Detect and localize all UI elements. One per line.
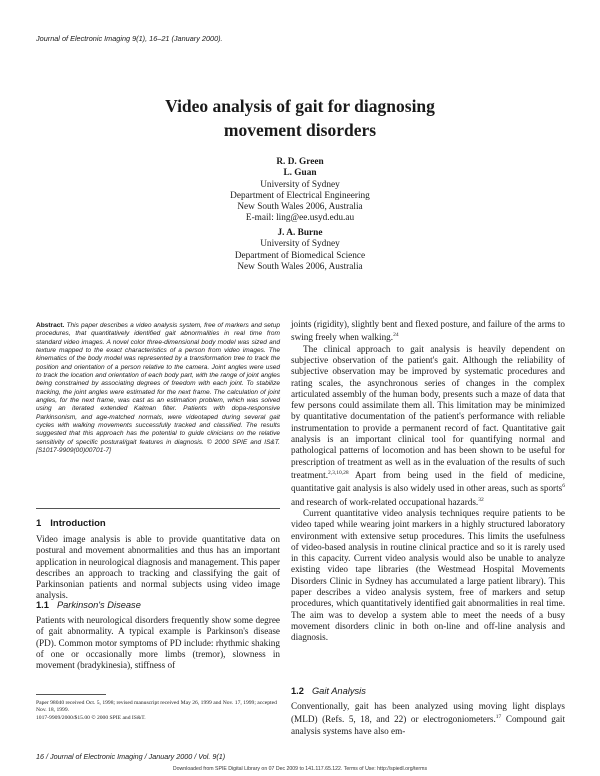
paragraph: [291, 344, 565, 508]
affiliation-line: New South Wales 2006, Australia: [237, 202, 363, 213]
paragraph-text: and research of work-related occupational hazards.: [291, 496, 479, 507]
footnote-copyright: 1017-9909/2000/$15.00 © 2000 SPIE and IS&T.: [36, 714, 146, 721]
abstract-text: This paper describes a video analysis system, free of markers and setup procedures, that quantitatively identified gait abnormalities in real time from standard video images. A novel color three-dimensional body model was sized and texture mapped to the exact characteristics of a person from video images. The kinematics of the body model was represented by a transformation tree to track the position and orientation of a person relative to the camera. Joint angles were used to track the location and orientation of each body part, with the range of joint angles being constrained by associating degrees of freedom with each joint. To stabilize tracking, the joint angles were estimated for the next frame. The calculation of joint angles, for the next frame, was cast as an estimation problem, which was solved using an iterated extended Kalman filter. Patients with dopa-responsive Parkinsonism, and age-matched normals, were videotaped during several gait cycles with walking movements successfully tracked and classified. The results suggested that this approach has the potential to guide clinicians on the relative sensitivity of specific postural/gait features in diagnosis. © 2000 SPIE and IS&T. [S1017-9909(00)00701-7]: [36, 322, 280, 455]
paragraph-text: Apart from being used in the field of medicine, quantitative gait analysis is also widely used in other areas, such as sports: [291, 469, 565, 494]
subsection-number: 1.1: [36, 600, 49, 610]
paragraph: Video image analysis is able to provide quantitative data on postural and movement abnormalities and thus has an important application in neurological diagnosis and management. This paper describes an approach to tracking and classifying the gait of Parkinsonian patients and normal subjects using video image analysis.: [36, 534, 280, 601]
author-name: L. Guan: [283, 168, 317, 179]
paragraph: [291, 701, 565, 737]
title-line-2: movement disorders: [223, 120, 377, 140]
affiliation-line: Department of Electrical Engineering: [230, 190, 370, 201]
right-column: [291, 319, 565, 644]
subsection-title: Parkinson's Disease: [56, 600, 141, 610]
affiliation-line: University of Sydney: [260, 179, 340, 190]
page-footer: 16 / Journal of Electronic Imaging / January 2000 / Vol. 9(1): [36, 752, 226, 761]
affiliation-line: New South Wales 2006, Australia: [237, 261, 363, 272]
journal-header: Journal of Electronic Imaging 9(1), 16–21 (January 2000).: [36, 34, 223, 43]
paragraph: Current quantitative video analysis techniques require patients to be video taped while wearing joint markers in a highly structured laboratory environment with extensive setup procedures. This limits the usefulness of video-based analysis in routine clinical practice and so it is rarely used in this capacity. Current video analysis would also be unable to analyze existing video tape libraries (the Westmead Hospital Movements Disorders Clinic in Sydney has accumulated a large patient library). This paper describes a video analysis system, free of markers and setup procedures, which quantitatively identified gait abnormalities in real time. The aim was to develop a system able to meet the needs of a busy movement disorders clinic in both on-line and off-line analysis and diagnosis.: [291, 508, 565, 643]
section-title: Introduction: [50, 518, 106, 529]
citation: 6: [562, 483, 565, 490]
author-block-2: [0, 228, 600, 273]
subsection-title: Gait Analysis: [311, 686, 366, 696]
section-heading: [36, 518, 106, 529]
subsection-number: 1.2: [291, 686, 304, 696]
author-email: E-mail: ling@ee.usyd.edu.au: [245, 213, 355, 224]
citation: 2,3,10,28: [328, 469, 349, 476]
section-body: [36, 615, 280, 671]
title-line-1: Video analysis of gait for diagnosing: [165, 96, 435, 116]
download-notice: Downloaded from SPIE Digital Library on 07 Dec 2009 to 141.117.65.122. Terms of Use: http://spiedl.org/terms: [172, 766, 428, 772]
citation: 24: [393, 332, 399, 339]
affiliation-line: University of Sydney: [260, 239, 340, 250]
abstract-label: Abstract.: [36, 322, 65, 329]
footnote: [36, 700, 280, 722]
abstract-divider: [36, 508, 280, 509]
citation: 17: [495, 714, 502, 721]
paragraph-text: Compound gait analysis systems have also em-: [291, 714, 565, 736]
author-block-1: [0, 157, 600, 225]
paragraph-text: joints (rigidity), slightly bent and flexed posture, and failure of the arms to swing freely when walking.: [291, 319, 565, 343]
paragraph: [291, 319, 565, 344]
footnote-divider: [36, 694, 106, 695]
author-name: R. D. Green: [276, 157, 324, 167]
section-number: 1: [36, 518, 42, 529]
footnote-received: Paper 98040 received Oct. 5, 1998; revised manuscript received May 26, 1999 and Nov. 17, 1999; accepted Nov. 18, 1999.: [36, 700, 277, 714]
paper-title: [0, 94, 600, 142]
paragraph-text: Conventionally, gait has been analyzed using moving light displays (MLD) (Refs. 5, 18, and 22) or electrogoniometers.: [291, 701, 565, 725]
affiliation-line: Department of Biomedical Science: [234, 250, 366, 261]
subsection-heading: [291, 686, 366, 696]
section-body: [36, 534, 280, 602]
author-name: J. A. Burne: [277, 228, 323, 238]
paragraph: Patients with neurological disorders frequently show some degree of gait abnormality. A typical example is Parkinson's disease (PD). Common motor symptoms of PD include: rhythmic shaking of one or occasionally more limbs (tremor), slowness in movement (bradykinesia), stiffness of: [36, 615, 280, 671]
subsection-heading: [36, 600, 141, 610]
section-body: [291, 701, 565, 737]
abstract: [36, 322, 280, 456]
citation: 32: [478, 496, 484, 503]
paragraph-text: The clinical approach to gait analysis is heavily dependent on subjective observation of the patient's gait. Although the reliability of subjective observation may be improved by systematic procedures and rating scales, the asynchronous series of changes in the complex articulated assembly of the human body, presents such a maze of data that few persons could assimilate them all. This limitation may be minimized by quantitative documentation of the patient's performance with reliable instrumentation to provide a permanent record of fact. Quantitative gait analysis is an important clinical tool for quantifying normal and pathological patterns of locomotion and has been shown to be useful for prescription of treatment as well as in the evaluation of the results of such treatment.: [291, 343, 565, 480]
